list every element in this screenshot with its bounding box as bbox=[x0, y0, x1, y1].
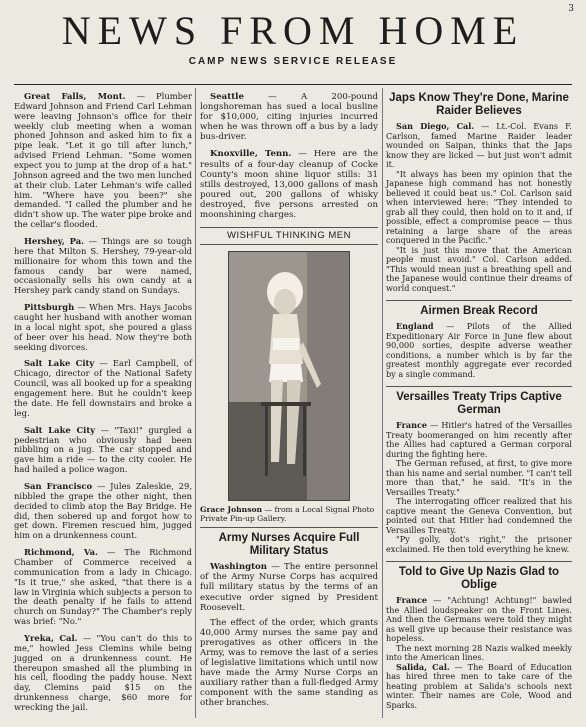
column-3 bbox=[386, 92, 572, 717]
column-divider bbox=[195, 88, 196, 718]
item-text: The German refused, at first, to give more than his name and serial number. "I can't tell more than that," he said. "It's in the Versailles Treaty." bbox=[386, 458, 572, 497]
masthead-title: NEWS FROM HOME bbox=[61, 8, 525, 53]
column-2 bbox=[200, 92, 378, 716]
dateline: Yreka, Cal. bbox=[24, 632, 78, 643]
dateline: San Diego, Cal. bbox=[396, 121, 475, 131]
news-item bbox=[14, 426, 192, 475]
news-item bbox=[386, 596, 572, 710]
news-item bbox=[200, 92, 378, 142]
item-text: — Plumber Edward Johnson and Friend Carl Lehman were leaving Johnson's office for their weekly club meeting when a woman phoned Johnson and asked him to fix a pipe leak. "Let it go till after lunch," advised Friend Lehman. "Some women expect you to jump at the drop of a hat." Johnson agreed and the two men lunched at their club. Later Lehman's wife called him. "Where have you been?" she demanded. "I called the plumber and he didn't show up. The water pipe broke and the cellar's flooded. bbox=[14, 91, 192, 230]
item-text: — Jules Zaleskie, 29, nibbled the grape the other night, then decided to climb atop the Bay Bridge. He did, then sobered up and forgot how to get down. Firemen rescued him, jugged him on a drunkenness count. bbox=[14, 480, 192, 541]
masthead-rule bbox=[14, 84, 572, 85]
news-item bbox=[14, 237, 192, 296]
section-divider bbox=[386, 386, 572, 387]
news-item bbox=[14, 548, 192, 627]
dateline: France bbox=[396, 595, 428, 605]
news-item bbox=[14, 92, 192, 230]
news-item bbox=[200, 149, 378, 220]
column-1 bbox=[14, 92, 192, 720]
dateline: Knoxville, Tenn. bbox=[210, 149, 292, 160]
dateline: Pittsburgh bbox=[24, 302, 75, 313]
item-text: "Py golly, dot's right," the prisoner exclaimed. He then told everything he knew. bbox=[386, 534, 572, 554]
dateline: Great Falls, Mont. bbox=[24, 91, 126, 101]
masthead-subtitle: CAMP NEWS SERVICE RELEASE bbox=[188, 56, 398, 67]
item-text: — "Achtung! Achtung!" bawled the Allied loudspeaker on the Front Lines. And then the Germans were told they might as well give up because their resistance was hopeless. bbox=[386, 595, 572, 643]
news-item bbox=[386, 421, 572, 554]
versailles-headline: Versailles Treaty Trips Captive German bbox=[396, 391, 562, 416]
item-text: — Pilots of the Allied Expeditionary Air Force in June flew about 90,000 sorties, despite adverse weather conditions, a number which is by far the greatest monthly aggregate ever recorded by a single command. bbox=[386, 321, 572, 379]
dateline: San Francisco bbox=[24, 480, 93, 491]
page-number: 3 bbox=[568, 4, 574, 14]
dateline: England bbox=[396, 321, 434, 331]
item-text: — The Board of Education has hired three men to take care of the heating problem at Salida's schools next winter. Their names are Cole, Wood and Sparks. bbox=[386, 661, 573, 710]
column-divider bbox=[382, 88, 383, 718]
item-text: — A 200-pound longshoreman has sued a local busline for $10,000, citing injuries incurred when he was thrown off a bus by a lady bus-driver. bbox=[200, 92, 378, 143]
section-divider bbox=[386, 561, 572, 562]
news-item bbox=[14, 482, 192, 541]
dateline: Salt Lake City bbox=[24, 358, 95, 369]
airmen-headline: Airmen Break Record bbox=[420, 305, 538, 317]
news-item bbox=[14, 634, 192, 713]
item-text: — The entire personnel of the Army Nurse Corps has acquired full military status by the terms of an executive order signed by President Roosevelt. bbox=[200, 562, 378, 613]
item-text: The interrogating officer realized that his captive meant the Geneva Convention, but pointed out that Hitler had condemned the Versailles Treaty. bbox=[386, 496, 572, 535]
item-text: — Here are the results of a four-day cleanup of Cocke County's moon shine liquor stills: 31 stills destroyed, 13,000 gallons of mash poured out, 200 gallons of whisky destroyed, five persons arrested on moonshining charges. bbox=[200, 149, 378, 221]
masthead bbox=[0, 8, 586, 67]
news-item bbox=[386, 322, 572, 379]
dateline: Salida, Cal. bbox=[396, 661, 450, 672]
item-text: — The Richmond Chamber of Commerce received a communication from a lady in Chicago. "Is it true," she asked, "that there is a law in Virginia which subjects a person to the death penalty if he fails to attend church on Sunday?" The Chamber's reply was brief: "No." bbox=[14, 547, 193, 627]
dateline: Salt Lake City bbox=[24, 424, 96, 435]
item-text: "It is just this move that the American people must avoid." Col. Carlson added. "This would mean just a breathing spell and the Japanese would continue their dreams of world conquest." bbox=[386, 244, 572, 293]
item-text: — Lt.-Col. Evans F. Carlson, famed Marine Raider leader wounded on Saipan, thinks that the Japs know they are licked — but just won't admit it. bbox=[386, 121, 572, 169]
item-text: — When Mrs. Hays Jacobs caught her husband with another woman in a local night spot, she poured a glass of beer over his head. Now they're both seeking divorces. bbox=[14, 302, 192, 352]
news-item bbox=[200, 562, 378, 708]
photo-caption bbox=[200, 505, 378, 523]
section-divider bbox=[386, 300, 572, 301]
caption-text: — from a Local Signal Photo Private Pin-up Gallery. bbox=[200, 505, 375, 524]
section-divider bbox=[200, 527, 378, 528]
caption-name: Grace Johnson bbox=[200, 505, 263, 515]
news-item bbox=[386, 122, 572, 293]
japs-headline: Japs Know They're Done, Marine Raider Believes bbox=[389, 92, 569, 117]
item-text: "It always has been my opinion that the Japanese high command has not honestly believed it could beat us." Col. Carlson said when interviewed here: "They intended to grab all they could, then hold on to it and, if possible, effect a compromise peace — thus retaining a large share of the areas conquered in the Pacific." bbox=[386, 168, 572, 245]
dateline: Richmond, Va. bbox=[24, 547, 98, 558]
army-headline: Army Nurses Acquire Full Military Status bbox=[218, 532, 360, 558]
item-text: — "You can't do this to me," howled Jess Clemins while being jugged on a drunkenness count. He thereupon smashed all the plumbing in his cell, flooding the paddy house. Next day, Clemins paid $15 on the drunkenness charge, $60 more for wrecking the jail. bbox=[14, 632, 192, 712]
item-text: The next morning 28 Nazis walked meekly into the American lines. bbox=[386, 642, 572, 662]
item-text: — Things are so tough here that Milton S. Hershey, 79-year-old millionaire for whom this town and the famous candy bar were named, occasionally sells his own candy at a Hershey park candy stand on Sundays. bbox=[14, 236, 192, 296]
pinup-photo-figure bbox=[229, 252, 349, 500]
pinup-photo bbox=[228, 251, 350, 501]
dateline: Washington bbox=[210, 562, 268, 573]
dateline: Hershey, Pa. bbox=[24, 236, 85, 247]
item-text: — Hitler's hatred of the Versailles Treaty boomeranged on him recently after the Allies had captured a German corporal during the fighting here. bbox=[386, 420, 572, 459]
item-text: — "Taxi!" gurgled a pedestrian who obviously had been nibbling on a jug. The car stopped and gave him a ride — to the city cooler. He had hailed a police wagon. bbox=[14, 424, 192, 475]
nazis-headline: Told to Give Up Nazis Glad to Oblige bbox=[398, 566, 560, 591]
news-item bbox=[14, 359, 192, 418]
dateline: Seattle bbox=[210, 92, 244, 102]
item-text: The effect of the order, which grants 40,000 Army nurses the same pay and prerogatives as other officers in the Army, was to remove the last of a series of legislative limitations which until now have made the Army Nurse Corps an auxiliary rather than a full-fledged Army component with the same standing as other branches. bbox=[200, 617, 378, 709]
photo-box-heading: WISHFUL THINKING MEN bbox=[200, 227, 378, 245]
dateline: France bbox=[396, 420, 428, 430]
news-item bbox=[14, 303, 192, 352]
item-text: — Earl Campbell, of Chicago, director of the National Safety Council, was all booked up for a speaking engagement here. But he couldn't keep the date. He fell downstairs and broke a leg. bbox=[14, 358, 192, 418]
